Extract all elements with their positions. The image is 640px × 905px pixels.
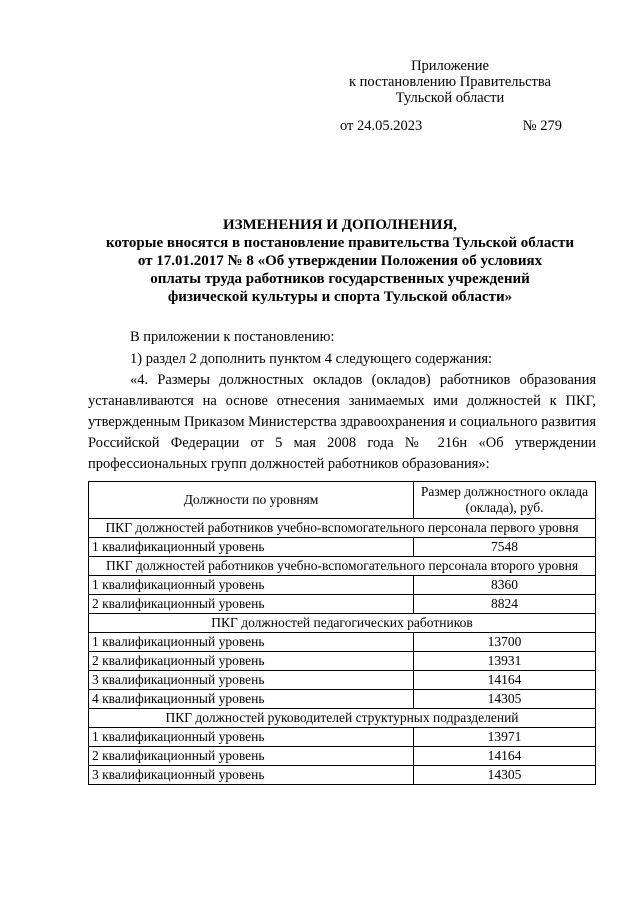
header-positions: Должности по уровням (89, 482, 414, 519)
group-title: ПКГ должностей педагогических работников (89, 614, 596, 633)
salary-value: 8824 (414, 595, 596, 614)
qualification-level: 1 квалификационный уровень (89, 538, 414, 557)
salary-value: 13931 (414, 652, 596, 671)
salary-value: 14305 (414, 766, 596, 785)
table-row (89, 652, 596, 671)
salary-value: 14305 (414, 690, 596, 709)
document-title (60, 216, 620, 306)
paragraph-item-1: 1) раздел 2 дополнить пунктом 4 следующего содержания: (130, 351, 493, 367)
qualification-level: 1 квалификационный уровень (89, 576, 414, 595)
salary-value: 8360 (414, 576, 596, 595)
header-salary: Размер должностного оклада (оклада), руб. (414, 482, 596, 519)
salary-value: 14164 (414, 671, 596, 690)
table-row (89, 728, 596, 747)
table-row (89, 690, 596, 709)
table-row (89, 671, 596, 690)
group-title: ПКГ должностей руководителей структурных подразделений (89, 709, 596, 728)
title-line-5: физической культуры и спорта Тульской области» (167, 289, 513, 305)
salary-value: 7548 (414, 538, 596, 557)
qualification-level: 1 квалификационный уровень (89, 728, 414, 747)
salary-value: 13971 (414, 728, 596, 747)
appendix-header (340, 58, 560, 106)
appendix-line-3: Тульской области (395, 90, 505, 106)
qualification-level: 3 квалификационный уровень (89, 766, 414, 785)
table-group-row (89, 614, 596, 633)
table-row (89, 595, 596, 614)
table-row (89, 538, 596, 557)
date-line (340, 118, 562, 135)
paragraph-point-4: «4. Размеры должностных окладов (окладов) работников образования устанавливаются на основе отнесения занимаемых ими должностей к ПКГ, утвержденным Приказом Министерства здравоохранения и социального развития Российской Федерации от 5 мая 2008 года № 216н «Об утверждении профессиональных групп должностей работников образования»: (88, 372, 596, 472)
appendix-line-2: к постановлению Правительства (349, 74, 551, 90)
title-line-3: от 17.01.2017 № 8 «Об утверждении Положения об условиях (137, 253, 543, 269)
table-row (89, 633, 596, 652)
title-line-1: ИЗМЕНЕНИЯ И ДОПОЛНЕНИЯ, (222, 217, 458, 233)
table-row (89, 766, 596, 785)
appendix-line-1: Приложение (411, 58, 489, 74)
qualification-level: 2 квалификационный уровень (89, 595, 414, 614)
table-row (89, 576, 596, 595)
resolution-number: № 279 (522, 118, 562, 134)
title-line-4: оплаты труда работников государственных учреждений (150, 271, 530, 287)
table-group-row (89, 519, 596, 538)
salary-table (88, 481, 596, 785)
qualification-level: 4 квалификационный уровень (89, 690, 414, 709)
qualification-level: 3 квалификационный уровень (89, 671, 414, 690)
qualification-level: 2 квалификационный уровень (89, 652, 414, 671)
table-header-row (89, 482, 596, 519)
salary-value: 13700 (414, 633, 596, 652)
group-title: ПКГ должностей работников учебно-вспомогательного персонала второго уровня (89, 557, 596, 576)
salary-value: 14164 (414, 747, 596, 766)
qualification-level: 1 квалификационный уровень (89, 633, 414, 652)
table-group-row (89, 557, 596, 576)
table-group-row (89, 709, 596, 728)
qualification-level: 2 квалификационный уровень (89, 747, 414, 766)
paragraph-intro: В приложении к постановлению: (130, 329, 335, 345)
resolution-date: от 24.05.2023 (340, 118, 423, 134)
group-title: ПКГ должностей работников учебно-вспомогательного персонала первого уровня (89, 519, 596, 538)
table-row (89, 747, 596, 766)
title-line-2: которые вносятся в постановление правительства Тульской области (105, 235, 575, 251)
